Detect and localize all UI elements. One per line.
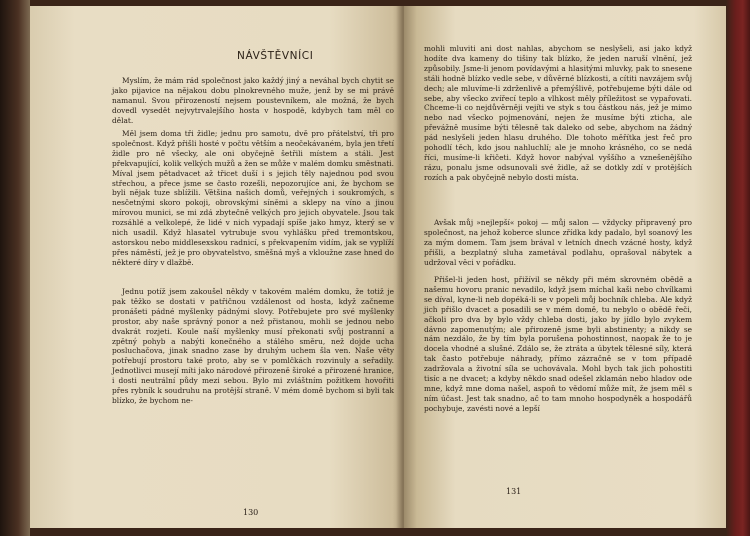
book-cover-right-edge bbox=[726, 0, 750, 536]
paragraph: Avšak můj »nejlepší« pokoj — můj salon — vždycky připravený pro společnost, na jehož koberce slunce zřídka kdy padalo, byl soanový les za mým domem. Tam jsem brával v letních dnech vzácné hosty, když přišli, a bezplatný sluha zametával podlahu, oprašoval nábytek a udržoval věci v pořádku. bbox=[424, 218, 692, 267]
paragraph: Měl jsem doma tři židle; jednu pro samotu, dvě pro přátelství, tři pro společnost. Když přišli hosté v počtu větším a neočekávaném, byla jen třetí židle pro ně všecky, ale oni obyčejně šetřili místem a stáli. Jest překvapující, kolik velkých mužů a žen se může v malém domku směstnati. Míval jsem pětadvacet až třicet duší i s jejich těly najednou pod svou střechou, a přece jsme se často rozešli, nepozorujíce ani, že bychom se byli nějak tuze sblížili. Většina našich domů, veřejných i soukromých, s nesčetnými skoro pokoji, obrovskými síněmi a sklepy na víno a jinou mírovou munici, se mi zdá zbytečně velkých pro jejich obyvatele. Jsou tak rozsáhlé a velkolepé, že lidé v nich vypadají spíše jako hmyz, který se v nich usadil. Když hlasatel vytrubuje svou vyhlášku před tremontskou, astorskou nebo middlesexskou radnicí, s překvapením vidím, jak se vyplíží přes náměstí, jež je pro obyvatelstvo, směšná myš a vkloužne zase hned do některé díry v dlažbě. bbox=[112, 129, 394, 267]
paragraph: Myslím, že mám rád společnost jako každý jiný a neváhal bych chytit se jako pijavice na nějakou dobu plnokrevného muže, jenž by se mi právě namanul. Svou přirozeností nejsem poustevníkem, ale možná, že bych dovedl vysedět nejvytrvalejšího hosta v hospodě, kdybych tam měl co dělat. bbox=[112, 76, 394, 125]
paragraph: Jednu potíž jsem zakoušel někdy v takovém malém domku, že totiž je pak těžko se dostati v patřičnou vzdálenost od hosta, když začneme pronášeti pádné myšlenky pádnými slovy. Potřebujete pro své myšlenky prostor, aby naše správný ponor a než přistanou, mohli se jednou nebo dvakrát rozjeti. Koule naší myšlenky musí překonati svůj postranní a zpětný pohyb a nabýti konečného a stálého směru, než dojde ucha posluchačova, jinak snadno zase by druhým uchem šla ven. Naše věty potřebují prostoru také proto, aby se v pomlčkách rozvinuly a seřadily. Jednotlivci musejí míti jako národové přirozeně široké a přirozené hranice, i dosti neutrální půdy mezi sebou. Bylo mi zvláštním požitkem hovořiti přes rybník k soudruhu na protější straně. V mém domě bychom si byli tak blízko, že bychom ne- bbox=[112, 287, 394, 405]
book-cover-left-edge bbox=[0, 0, 30, 536]
left-page bbox=[30, 6, 404, 528]
paragraph: Přišel-li jeden host, přižívil se někdy při mém skrovném obědě a našemu hovoru pranic nevadilo, když jsem míchal kaši nebo chvílkami se díval, kyne-li neb dopéká-li se v popeli můj bochník chleba. Ale když jich přišlo dvacet a posadili se v mém domě, tu nebylo o obědě řeči, ačkoli pro dva by bylo vždy chleba dosti, jako by jídlo bylo zvykem dávno zapomenutým; ale přirozeně jsme byli abstinenty; a nikdy se nám nezdálo, že by tím byla porušena pohostinnost, naopak že to je docela vhodné a slušné. Zdálo se, že ztráta a úbytek tělesné síly, která tak často potřebuje náhrady, přímo zázračně se v tom případě zadržovala a životní síla se uchovávala. Mohl bych tak jich pohostiti tisíc a ne dvacet; a kdyby někdo snad odešel zklamán nebo hladov ode mne, když mne doma našel, aspoň to vědomí může mít, že jsem měl s ním účast. Jest tak snadno, ač to tam mnoho hospodyněk a hospodářů pochybuje, zavésti nové a lepší bbox=[424, 275, 692, 413]
paragraph: mohli mluviti ani dost nahlas, abychom se neslyšeli, asi jako když hodíte dva kameny do tišiny tak blízko, že jeden naruší vlnění, jež způsobily. Jsme-li jenom povídavými a hlasitými mluvky, pak to snesene stáli hodně blízko vedle sebe, v důvěrné blízkosti, a cítiti navzájem svůj dech; ale mluvíme-li zdrženlivě a přemýšlivě, potřebujeme býti dále od sebe, aby všecko zvířecí teplo a vlhkost měly příležitost se vypařovati. Chceme-li co nejdůvěrněji vejíti ve styk s tou částkou nás, jež je mimo nebo nad všecko pojmenování, nejen že musíme býti zticha, ale převážně musíme býti tělesně tak daleko od sebe, abychom na žádný pád neslyšeli jeden hlasu druhého. Dle tohoto měřítka jest řeč pro pohodlí těch, kdo jsou nahluchlí; ale je mnoho krásného, co se nedá říci, musíme-li křičeti. Když hovor nabýval vyššího a vznešenějšího rázu, ponalu jsme odsunovali své židle, až se dotkly zdí v protějších rozích a pak obyčejně nebylo dosti místa. bbox=[424, 44, 692, 182]
page-number: 130 bbox=[243, 508, 259, 517]
chapter-title: NÁVŠTĚVNÍCI bbox=[237, 50, 314, 62]
right-page bbox=[404, 6, 726, 528]
page-number: 131 bbox=[506, 487, 522, 496]
